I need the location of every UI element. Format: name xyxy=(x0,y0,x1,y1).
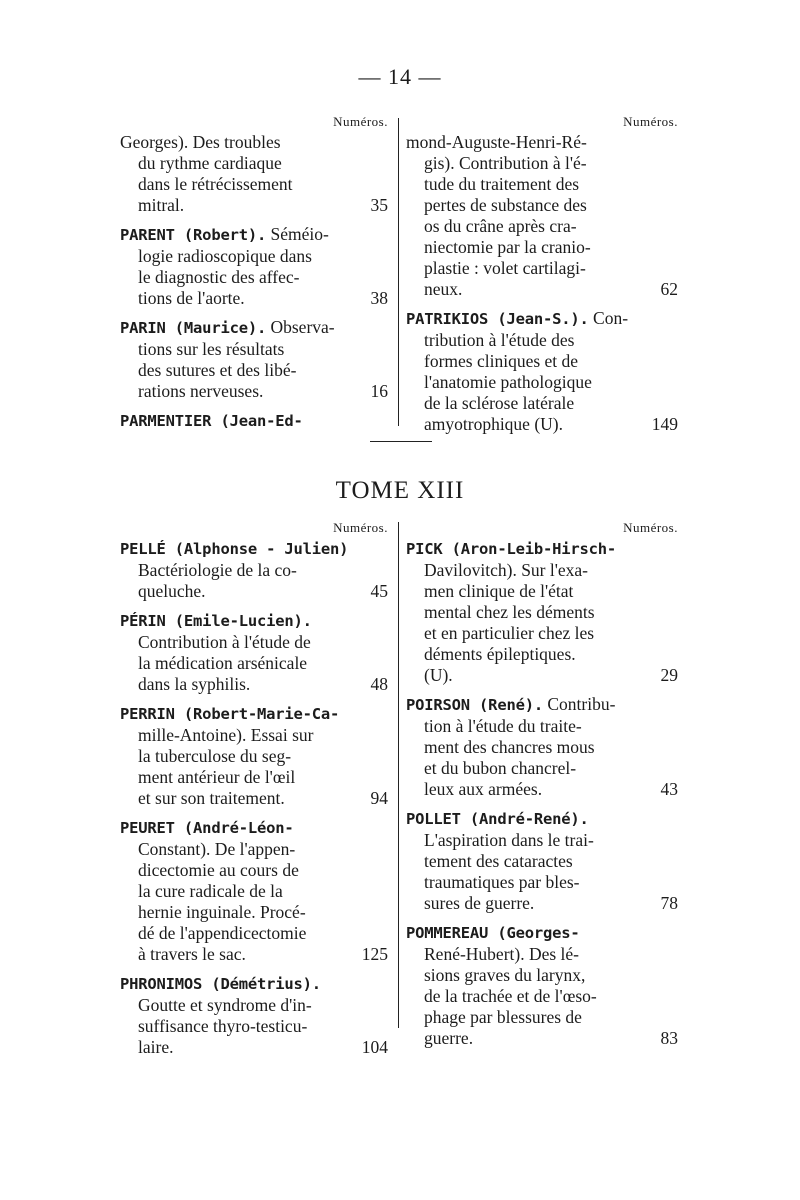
page-number: — 14 — xyxy=(358,64,442,89)
entry-title xyxy=(120,560,388,602)
entry-number: 43 xyxy=(660,779,678,799)
entry-title xyxy=(406,560,678,686)
entry-text-line: Goutte et syndrome d'in- xyxy=(138,995,312,1015)
index-entry xyxy=(120,703,388,809)
numeros-header: Numéros. xyxy=(333,114,388,129)
numeros-header: Numéros. xyxy=(333,520,388,535)
entry-text-line: des sutures et des libé- xyxy=(138,360,297,380)
entry-author: POLLET (André-René). xyxy=(406,810,589,828)
entry-title xyxy=(120,132,388,216)
entry-text-line: déments épileptiques. xyxy=(424,644,576,664)
entry-first-line xyxy=(120,973,388,995)
entry-text-line: neux. xyxy=(424,279,463,299)
entry-title xyxy=(120,839,388,965)
entry-text-line: hernie inguinale. Procé- xyxy=(138,902,306,922)
entry-text-line: de la trachée et de l'œso- xyxy=(424,986,597,1006)
entry-text-line: dans la syphilis. xyxy=(138,674,251,694)
entry-first-line xyxy=(406,538,678,560)
entry-number: 83 xyxy=(660,1028,678,1048)
entry-author: PEURET (André-Léon- xyxy=(120,819,294,837)
entry-text-line: formes cliniques et de xyxy=(424,351,579,371)
entry-text-line: L'aspiration dans le trai- xyxy=(424,830,594,850)
entry-text-line: Bactériologie de la co- xyxy=(138,560,297,580)
entry-text-line: leux aux armées. xyxy=(424,779,543,799)
entry-title xyxy=(406,330,678,435)
entry-text-line: Georges). Des troubles xyxy=(120,132,281,152)
entry-text-line: os du crâne après cra- xyxy=(424,216,577,236)
entry-text-line: la médication arsénicale xyxy=(138,653,308,673)
entry-text-line: dé de l'appendicectomie xyxy=(138,923,307,943)
entry-text-line: sions graves du larynx, xyxy=(424,965,586,985)
index-entry xyxy=(120,610,388,695)
entry-first-line xyxy=(120,317,388,339)
entry-title xyxy=(120,632,388,695)
entry-author: PELLÉ (Alphonse - Julien) xyxy=(120,540,349,558)
index-entry xyxy=(406,132,678,300)
entry-text-line: dans le rétrécissement xyxy=(138,174,293,194)
index-entry xyxy=(120,973,388,1058)
entry-number: 149 xyxy=(651,414,678,434)
entry-text-line: ment antérieur de l'œil xyxy=(138,767,296,787)
entry-number: 16 xyxy=(370,381,388,401)
entry-title xyxy=(406,944,678,1049)
entry-title-start: Séméio- xyxy=(266,224,329,244)
entry-text-line: tion à l'étude du traite- xyxy=(424,716,582,736)
entry-text-line: et du bubon chancrel- xyxy=(424,758,577,778)
entry-text-line: queluche. xyxy=(138,581,206,601)
entry-author: PARMENTIER (Jean-Ed- xyxy=(120,412,303,430)
entry-title-start: Contribu- xyxy=(542,694,616,714)
entry-text-line: mitral. xyxy=(138,195,185,215)
index-entry xyxy=(120,817,388,965)
entry-text-line: gis). Contribution à l'é- xyxy=(424,153,587,173)
entry-text-line: niectomie par la cranio- xyxy=(424,237,591,257)
entry-text-line: amyotrophique (U). xyxy=(424,414,563,434)
index-entry xyxy=(120,538,388,602)
entry-first-line xyxy=(120,410,388,432)
index-entry xyxy=(406,694,678,800)
entry-author: POIRSON (René). xyxy=(406,696,543,714)
entry-first-line xyxy=(120,538,388,560)
entry-author: PHRONIMOS (Démétrius). xyxy=(120,975,321,993)
numeros-header: Numéros. xyxy=(623,114,678,129)
entry-text-line: René-Hubert). Des lé- xyxy=(424,944,580,964)
numeros-header: Numéros. xyxy=(623,520,678,535)
entry-number: 104 xyxy=(361,1037,388,1057)
entry-number: 125 xyxy=(361,944,388,964)
entry-text-line: laire. xyxy=(138,1037,174,1057)
index-entry xyxy=(406,808,678,914)
top-right-column xyxy=(406,114,678,443)
entry-text-line: tions sur les résultats xyxy=(138,339,285,359)
entry-number: 62 xyxy=(660,279,678,299)
entry-text-line: tribution à l'étude des xyxy=(424,330,575,350)
entry-text-line: de la sclérose latérale xyxy=(424,393,575,413)
entry-title xyxy=(120,246,388,309)
entry-title xyxy=(120,339,388,402)
entry-text-line: plastie : volet cartilagi- xyxy=(424,258,586,278)
entry-title-start: Observa- xyxy=(266,317,335,337)
entry-text-line: du rythme cardiaque xyxy=(138,153,282,173)
entry-first-line xyxy=(406,808,678,830)
entry-number: 29 xyxy=(660,665,678,685)
entry-number: 94 xyxy=(370,788,388,808)
entry-first-line xyxy=(120,224,388,246)
index-entry xyxy=(120,132,388,216)
entry-first-line xyxy=(120,817,388,839)
entry-number: 38 xyxy=(370,288,388,308)
top-column-divider xyxy=(398,118,399,426)
entry-author: PARENT (Robert). xyxy=(120,226,267,244)
entry-number: 48 xyxy=(370,674,388,694)
entry-first-line xyxy=(406,694,678,716)
entry-title xyxy=(406,830,678,914)
entry-text-line: et en particulier chez les xyxy=(424,623,595,643)
entry-text-line: la tuberculose du seg- xyxy=(138,746,292,766)
entry-text-line: traumatiques par bles- xyxy=(424,872,580,892)
entry-text-line: l'anatomie pathologique xyxy=(424,372,592,392)
section-rule xyxy=(370,441,432,442)
entry-text-line: mille-Antoine). Essai sur xyxy=(138,725,314,745)
index-entry xyxy=(406,922,678,1049)
entry-author: PATRIKIOS (Jean-S.). xyxy=(406,310,589,328)
entry-author: PARIN (Maurice). xyxy=(120,319,267,337)
entry-number: 78 xyxy=(660,893,678,913)
entry-text-line: tement des cataractes xyxy=(424,851,573,871)
index-entry xyxy=(406,538,678,686)
entry-text-line: Constant). De l'appen- xyxy=(138,839,296,859)
entry-first-line xyxy=(120,703,388,725)
entry-text-line: ment des chancres mous xyxy=(424,737,595,757)
entry-text-line: tude du traitement des xyxy=(424,174,580,194)
entry-text-line: Contribution à l'étude de xyxy=(138,632,311,652)
entry-text-line: mond-Auguste-Henri-Ré- xyxy=(406,132,587,152)
entry-text-line: le diagnostic des affec- xyxy=(138,267,300,287)
entry-author: POMMEREAU (Georges- xyxy=(406,924,580,942)
entry-text-line: sures de guerre. xyxy=(424,893,535,913)
entry-title xyxy=(406,716,678,800)
entry-text-line: et sur son traitement. xyxy=(138,788,285,808)
entry-text-line: à travers le sac. xyxy=(138,944,246,964)
entry-text-line: la cure radicale de la xyxy=(138,881,283,901)
entry-title xyxy=(406,132,678,300)
bottom-left-column xyxy=(120,520,388,1066)
entry-title xyxy=(120,995,388,1058)
index-entry xyxy=(120,410,388,432)
entry-author: PICK (Aron-Leib-Hirsch- xyxy=(406,540,617,558)
entry-text-line: guerre. xyxy=(424,1028,474,1048)
entry-text-line: suffisance thyro-testicu- xyxy=(138,1016,308,1036)
entry-first-line xyxy=(406,308,678,330)
bottom-right-column xyxy=(406,520,678,1057)
entry-text-line: Davilovitch). Sur l'exa- xyxy=(424,560,589,580)
entry-author: PERRIN (Robert-Marie-Ca- xyxy=(120,705,340,723)
section-title: TOME XIII xyxy=(335,477,465,504)
index-entry xyxy=(120,317,388,402)
index-entry xyxy=(120,224,388,309)
entry-number: 35 xyxy=(370,195,388,215)
entry-text-line: rations nerveuses. xyxy=(138,381,264,401)
bottom-column-divider xyxy=(398,522,399,1028)
entry-text-line: pertes de substance des xyxy=(424,195,587,215)
entry-title xyxy=(120,725,388,809)
entry-text-line: logie radioscopique dans xyxy=(138,246,312,266)
entry-text-line: mental chez les déments xyxy=(424,602,595,622)
entry-text-line: men clinique de l'état xyxy=(424,581,574,601)
entry-first-line xyxy=(406,922,678,944)
entry-title-start: Con- xyxy=(588,308,629,328)
entry-text-line: tions de l'aorte. xyxy=(138,288,245,308)
entry-author: PÉRIN (Emile-Lucien). xyxy=(120,612,312,630)
entry-text-line: dicectomie au cours de xyxy=(138,860,299,880)
top-left-column xyxy=(120,114,388,440)
entry-number: 45 xyxy=(370,581,388,601)
index-entry xyxy=(406,308,678,435)
entry-first-line xyxy=(120,610,388,632)
entry-text-line: phage par blessures de xyxy=(424,1007,582,1027)
entry-text-line: (U). xyxy=(424,665,453,685)
